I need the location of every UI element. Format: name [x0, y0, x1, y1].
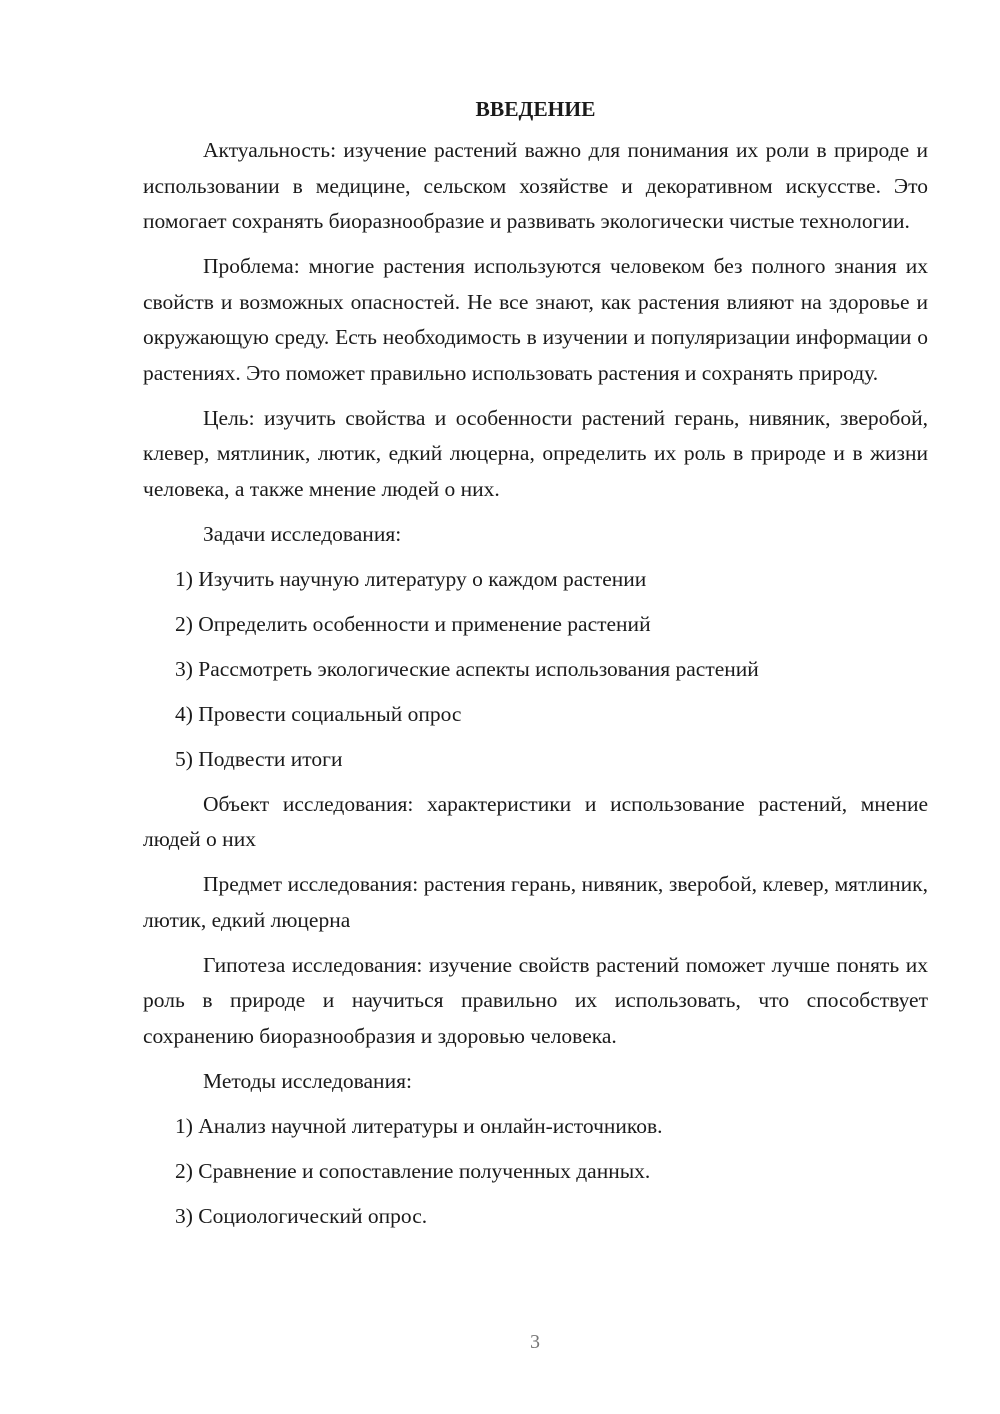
list-item: 3) Социологический опрос. — [175, 1203, 428, 1228]
list-item: 1) Изучить научную литературу о каждом растении — [175, 566, 647, 591]
paragraph-object: Объект исследования: характеристики и использование растений, мнение людей о них — [143, 791, 928, 851]
paragraph-goal: Цель: изучить свойства и особенности растений герань, нивяник, зверобой, клевер, мятлиник, лютик, едкий люцерна, определить их роль в природе и в жизни человека, а также мнение людей о них. — [143, 405, 928, 501]
list-item: 3) Рассмотреть экологические аспекты использования растений — [175, 656, 759, 681]
paragraph-subject: Предмет исследования: растения герань, нивяник, зверобой, клевер, мятлиник, лютик, едкий люцерна — [143, 872, 928, 932]
document-page — [143, 92, 928, 1244]
tasks-heading: Задачи исследования: — [203, 521, 402, 546]
list-item: 5) Подвести итоги — [175, 746, 343, 771]
methods-heading: Методы исследования: — [203, 1068, 412, 1093]
list-item: 1) Анализ научной литературы и онлайн-источников. — [175, 1113, 663, 1138]
paragraph-relevance: Актуальность: изучение растений важно для понимания их роли в природе и использовании в медицине, сельском хозяйстве и декоративном искусстве. Это помогает сохранять биоразнообразие и развивать экологически чистые технологии. — [143, 138, 928, 233]
list-item: 2) Определить особенности и применение растений — [175, 611, 651, 636]
paragraph-hypothesis: Гипотеза исследования: изучение свойств растений поможет лучше понять их роль в природе и научиться правильно их использовать, что способствует сохранению биоразнообразия и здоровью человека. — [143, 952, 928, 1048]
tasks-list — [143, 562, 928, 778]
list-item: 4) Провести социальный опрос — [175, 701, 462, 726]
section-title: ВВЕДЕНИЕ — [475, 97, 596, 121]
methods-list — [143, 1109, 928, 1235]
list-item: 2) Сравнение и сопоставление полученных данных. — [175, 1158, 651, 1183]
paragraph-problem: Проблема: многие растения используются человеком без полного знания их свойств и возможных опасностей. Не все знают, как растения влияют на здоровье и окружающую среду. Есть необходимость в изучении и популяризации информации о растениях. Это поможет правильно использовать растения и сохранять природу. — [143, 254, 928, 385]
page-number: 3 — [530, 1331, 540, 1353]
